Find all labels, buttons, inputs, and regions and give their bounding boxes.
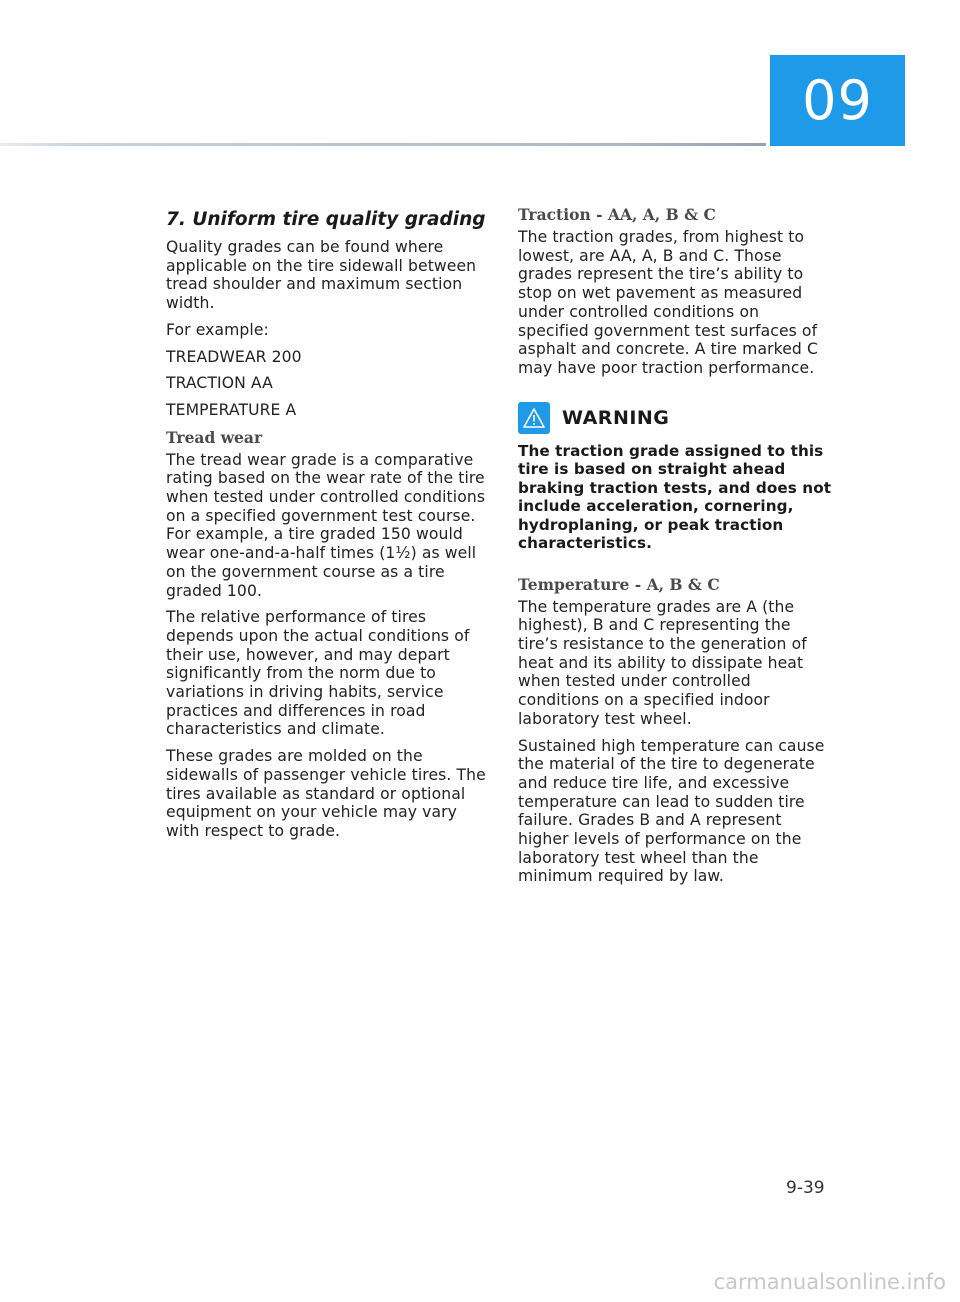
temperature-paragraph: Sustained high temperature can cause the material of the tire to degenerate and reduce tire life, and excessive temperature can lead to sudden tire failure. Grades B and A represent higher levels of performance on the laboratory test wheel than the minimum required by law.	[518, 736, 825, 886]
tread-paragraph: The relative performance of tires depends upon the actual conditions of their use, however, and may depart significantly from the norm due to variations in driving habits, service practices and differences in road characteristics and climate.	[166, 608, 470, 739]
tread-paragraph: The tread wear grade is a comparative rating based on the wear rate of the tire when tested under controlled conditions on a specified government test course. For example, a tire graded 150 would wear one-and-a-half times (1½) as well on the government course as a tire graded 100.	[166, 450, 486, 600]
warning-text: The traction grade assigned to this tire is based on straight ahead braking traction tests, and does not include acceleration, cornering, hydroplaning, or peak traction characteristics.	[518, 441, 832, 553]
watermark: carmanualsonline.info	[713, 1270, 946, 1294]
example-line: TEMPERATURE A	[166, 400, 297, 419]
intro-paragraph: Quality grades can be found where applicable on the tire sidewall between tread shoulder and maximum section width.	[166, 238, 477, 313]
tread-wear-heading: Tread wear	[166, 427, 263, 447]
header-rule	[0, 143, 766, 146]
chapter-tab	[770, 55, 905, 146]
warning-title: WARNING	[562, 406, 670, 429]
warning-header	[518, 402, 834, 434]
warning-triangle-icon	[518, 402, 550, 434]
traction-heading: Traction - AA, A, B & C	[518, 205, 716, 224]
chapter-number: 09	[802, 69, 873, 132]
right-column	[518, 205, 834, 894]
example-label: For example:	[166, 320, 269, 339]
temperature-paragraph: The temperature grades are A (the highest), B and C representing the tire’s resistance to the generation of heat and its ability to dissipate heat when tested under controlled conditions on a specified indoor laboratory test wheel.	[518, 597, 807, 728]
temperature-heading: Temperature - A, B & C	[518, 574, 720, 594]
page-number: 9-39	[786, 1178, 825, 1198]
example-line: TRACTION AA	[166, 374, 273, 393]
section-title: 7. Uniform tire quality grading	[166, 209, 486, 230]
example-line: TREADWEAR 200	[166, 347, 302, 366]
left-column	[166, 205, 486, 849]
tread-paragraph: These grades are molded on the sidewalls of passenger vehicle tires. The tires available as standard or optional equipment on your vehicle may vary with respect to grade.	[166, 747, 486, 840]
traction-paragraph: The traction grades, from highest to lowest, are AA, A, B and C. Those grades represent the tire’s ability to stop on wet pavement as measured under controlled conditions on specified government test surfaces of asphalt and concrete. A tire marked C may have poor traction performance.	[518, 228, 818, 377]
